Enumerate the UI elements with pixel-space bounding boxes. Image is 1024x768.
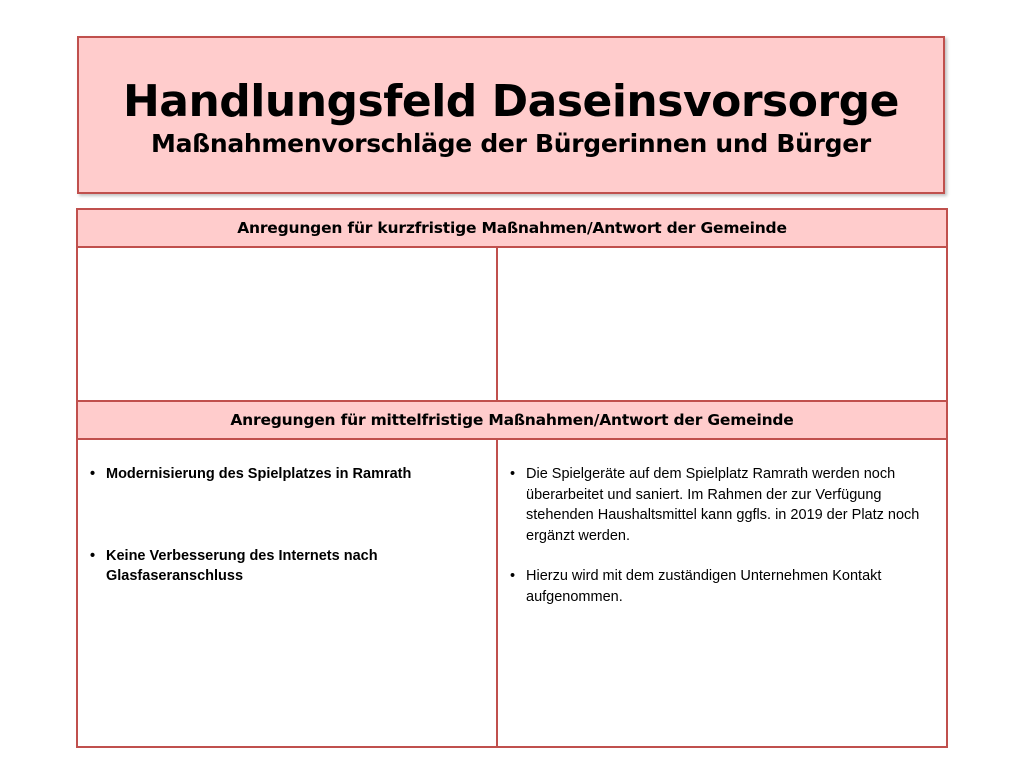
column-divider	[496, 248, 498, 400]
short-term-heading: Anregungen für kurzfristige Maßnahmen/Antwort der Gemeinde	[78, 210, 946, 248]
page-subtitle: Maßnahmenvorschläge der Bürgerinnen und Bürger	[151, 129, 871, 158]
column-divider	[496, 440, 498, 746]
suggestions-cell	[86, 464, 486, 587]
page-title: Handlungsfeld Daseinsvorsorge	[122, 76, 900, 127]
medium-term-heading: Anregungen für mittelfristige Maßnahmen/Antwort der Gemeinde	[78, 400, 946, 440]
title-box	[77, 36, 945, 194]
list-item: • Hierzu wird mit dem zuständigen Unternehmen Kontakt aufgenommen.	[526, 566, 936, 607]
list-item: • Modernisierung des Spielplatzes in Ramrath	[106, 464, 486, 485]
answers-cell	[506, 464, 936, 607]
list-item: • Die Spielgeräte auf dem Spielplatz Ramrath werden noch überarbeitet und saniert. Im Rahmen der zur Verfügung stehenden Haushaltsmittel kann ggfls. in 2019 der Platz noch ergänzt werden.	[526, 464, 936, 546]
list-item: • Keine Verbesserung des Internets nach Glasfaseranschluss	[106, 546, 486, 587]
measures-table	[76, 208, 948, 748]
